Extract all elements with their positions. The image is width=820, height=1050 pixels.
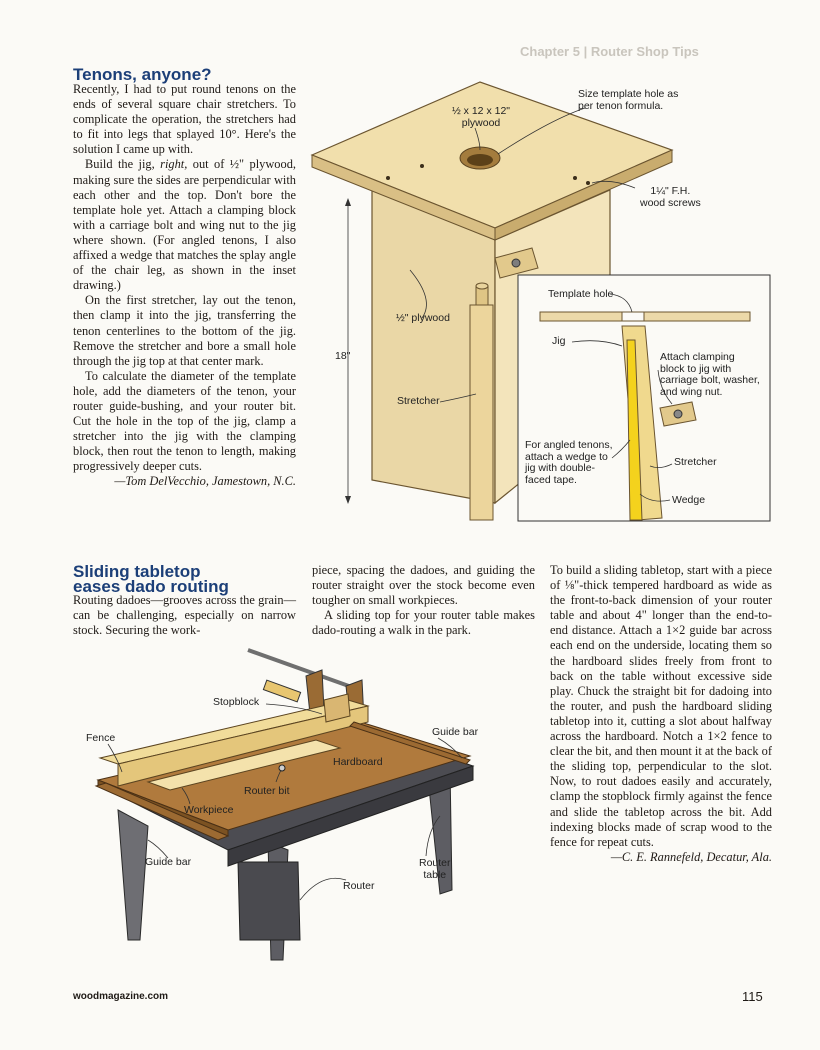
section-title-sliding-line2: eases dado routing (73, 577, 229, 596)
inset-label-template-hole: Template hole (548, 288, 614, 300)
tenon-top (476, 283, 488, 289)
paragraph (73, 157, 296, 293)
label-router: Router (343, 880, 375, 892)
inset-jig-top (540, 312, 750, 321)
footer-site: woodmagazine.com (73, 991, 169, 1002)
section-sliding-col1 (73, 593, 296, 638)
paragraph: On the first stretcher, lay out the tenon, then clamp it into the jig, transferring the tenon centerlines to the bottom of the jig. Remove the stretcher and bore a small hole through the jig top at that center mark. (73, 293, 296, 368)
inset-label-clamp-note: Attach clamping block to jig with carriage bolt, washer, and wing nut. (660, 351, 760, 398)
inset-label-stretcher: Stretcher (674, 456, 717, 468)
wing-nut (512, 259, 520, 267)
label-hardboard: Hardboard (333, 756, 383, 768)
screw (586, 181, 590, 185)
table-leg-left (118, 810, 148, 940)
byline: —C. E. Rannefeld, Decatur, Ala. (610, 849, 772, 864)
paragraph: To calculate the diameter of the template hole, add the diameters of the tenon, your router guide-bushing, and your router bit. Cut the hole in the top of the jig, clamp a stretcher into the jig with the clamping block, then rout the tenon to length, making progressively deeper cuts. (73, 368, 296, 474)
label-plywood: ½" plywood (396, 312, 450, 324)
label-height: 18" (335, 350, 351, 362)
label-router-table: Router table (419, 857, 451, 881)
screw (420, 164, 424, 168)
bleed-through-header: Chapter 5 | Router Shop Tips (520, 44, 699, 59)
router-motor (238, 862, 300, 940)
section-tenons-body (73, 82, 296, 490)
paragraph: Recently, I had to put round tenons on the ends of several square chair stretchers. To complicate the operation, the stretchers had to fit into legs that splayed 10°. Here's the solution I came up with. (73, 82, 296, 157)
clamp-handle (263, 680, 300, 702)
section-title-tenons: Tenons, anyone? (73, 65, 212, 84)
dimension-arrow (345, 198, 351, 206)
paragraph: To build a sliding tabletop, start with a piece of ⅛"-thick tempered hardboard as wide as the front-to-back dimension of your router table and about 4" longer than the end-to-end distance. Attach a 1×2 guide bar across each end on the underside, locating them so the hardboard slides freely from front to back on the table without excessive side play. Chuck the straight bit for dadoing into the router, and push the hardboard sliding tabletop into it, cutting a slot about halfway across the hardboard. Notch a 1×2 fence to clear the bit, and then mount it at the back of the sliding top, perpendicular to the slot. Now, to rout dadoes easily and accurately, clamp the stopblock firmly against the fence and slide the tabletop across the bit. Add indexing blocks made of scrap wood to the fence for repeat cuts. (550, 563, 772, 849)
stretcher (470, 305, 493, 520)
screw (573, 176, 577, 180)
inset-template-hole-gap (622, 312, 644, 321)
template-hole-inner (467, 154, 493, 166)
section-sliding-col3 (550, 563, 772, 865)
clamp-bar (248, 650, 360, 690)
paragraph: Routing dadoes—grooves across the grain—can be challenging, especially on narrow stock. Securing the work- (73, 593, 296, 638)
router-bit (279, 765, 285, 771)
section-sliding-col2 (312, 563, 535, 638)
leader-line (300, 878, 346, 900)
paragraph: piece, spacing the dadoes, and guiding the router straight over the stock become even tougher on small workpieces. (312, 563, 535, 608)
inset-label-wedge: Wedge (672, 494, 706, 506)
label-size-note: Size template hole as per tenon formula. (578, 88, 679, 112)
label-stopblock: Stopblock (213, 696, 260, 708)
inset-wing-nut (674, 410, 682, 418)
label-stretcher: Stretcher (397, 395, 440, 407)
page-number: 115 (742, 989, 763, 1004)
text-run: out of ½" plywood, making sure the sides are perpendicular with each other and the top. Don't bore the template hole yet. Attach a clamping block with a carriage bolt and wing nut to the jig where shown. (For angled tenons, I also affixed a wedge that matches the splay angle of the chair leg, as shown in the inset drawing.) (73, 157, 296, 293)
text-run: Build the jig, (85, 157, 161, 172)
inset-label-wedge-note: For angled tenons, attach a wedge to jig with double- faced tape. (525, 439, 613, 486)
label-screws: 1¼" F.H. wood screws (640, 185, 701, 209)
router-table-illustration (78, 640, 508, 970)
emphasis-right: right, (160, 157, 188, 172)
inset-label-jig: Jig (552, 335, 566, 347)
screw (386, 176, 390, 180)
label-workpiece: Workpiece (184, 804, 234, 816)
paragraph: A sliding top for your router table makes dado-routing a walk in the park. (312, 608, 535, 638)
label-guide-bar-bottom: Guide bar (145, 856, 192, 868)
label-guide-bar-top: Guide bar (432, 726, 479, 738)
section-title-sliding-line1: Sliding tabletop (73, 562, 201, 581)
label-router-bit: Router bit (244, 785, 290, 797)
dimension-arrow (345, 496, 351, 504)
byline: —Tom DelVecchio, Jamestown, N.C. (114, 474, 296, 489)
label-fence: Fence (86, 732, 116, 744)
label-top-plywood: ½ x 12 x 12" plywood (452, 105, 511, 129)
